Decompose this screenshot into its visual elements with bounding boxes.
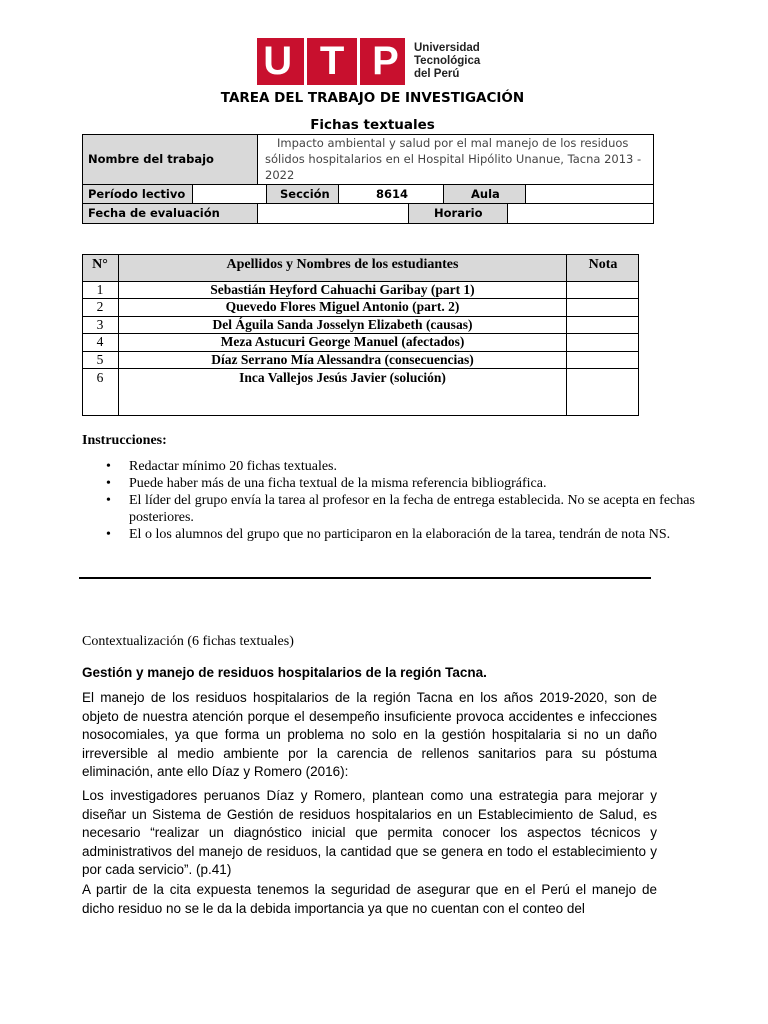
list-item: • El o los alumnos del grupo que no participaron en la elaboración de la tarea, tendrán de nota NS. (129, 526, 706, 543)
section-label: Sección (280, 187, 330, 201)
period-value-cell (192, 184, 267, 204)
section-value: 8614 (376, 187, 409, 201)
work-name-line: Impacto ambiental y salud por el mal manejo de los residuos (277, 136, 629, 150)
schedule-label-cell (408, 203, 508, 224)
row-name: Inca Vallejos Jesús Javier (solución) (239, 370, 446, 385)
section-label-cell (266, 184, 339, 204)
schedule-value-cell (507, 203, 654, 224)
period-label: Período lectivo (88, 187, 186, 201)
work-name-label-cell (82, 134, 258, 185)
row-num: 3 (96, 317, 104, 332)
column-divider (566, 254, 567, 416)
document-subtitle: Fichas textuales (310, 117, 435, 133)
row-num: 6 (96, 370, 104, 385)
row-num: 1 (96, 282, 104, 297)
classroom-label-cell (443, 184, 526, 204)
row-num: 5 (96, 352, 104, 367)
context-heading: Contextualización (6 fichas textuales) (82, 634, 294, 649)
period-label-cell (82, 184, 193, 204)
logo-separator (304, 38, 307, 85)
row-name: Sebastián Heyford Cahuachi Garibay (part 1) (210, 282, 475, 297)
logo-letter-u: U (263, 39, 293, 83)
paragraph: El manejo de los residuos hospitalarios de la región Tacna en los años 2019-2020, son de objeto de nuestra atención porque el desempeño insuficiente provoca accidentes e infecciones nosocomiales, ya que forma un problema no solo en la gestión hospitalaria si no un daño irreversible al medio ambiente por la carencia de rellenos sanitarios para su póstuma eliminación, ante ello Díaz y Romero (2016): (82, 690, 657, 779)
row-num: 4 (96, 334, 104, 349)
logo-separator (357, 38, 360, 85)
classroom-value-cell (525, 184, 654, 204)
eval-date-value-cell (257, 203, 409, 224)
logo-letter-p: P (372, 39, 399, 83)
header-name: Apellidos y Nombres de los estudiantes (226, 257, 459, 272)
list-item: • El líder del grupo envía la tarea al profesor en la fecha de entrega establecida. No se acepta en fechas posteriores. (129, 492, 706, 526)
work-name-line: sólidos hospitalarios en el Hospital Hipólito Unanue, Tacna 2013 - (265, 152, 642, 166)
logo-letter-t: T (319, 39, 345, 83)
section-value-cell (338, 184, 444, 204)
paragraph: A partir de la cita expuesta tenemos la seguridad de asegurar que en el Perú el manejo de dicho residuo no se le da la debida importancia ya que no cuentan con el conteo del (82, 882, 657, 916)
work-name-value-cell (257, 134, 654, 185)
classroom-label: Aula (471, 187, 500, 201)
list-item: • Redactar mínimo 20 fichas textuales. (129, 458, 706, 475)
document-title: TAREA DEL TRABAJO DE INVESTIGACIÓN (220, 90, 525, 106)
instructions-list (82, 458, 706, 543)
work-name-label: Nombre del trabajo (88, 152, 214, 166)
row-num: 2 (96, 299, 104, 314)
eval-date-label: Fecha de evaluación (88, 206, 220, 220)
header-num: N° (92, 257, 108, 272)
logo-text-line: Tecnológica (414, 55, 481, 67)
row-name: Quevedo Flores Miguel Antonio (part. 2) (225, 299, 460, 314)
horizontal-rule (79, 577, 651, 579)
eval-date-label-cell (82, 203, 258, 224)
logo-text (414, 42, 480, 81)
row-name: Meza Astucuri George Manuel (afectados) (220, 334, 465, 349)
schedule-label: Horario (434, 206, 483, 220)
list-item: • Puede haber más de una ficha textual de la misma referencia bibliográfica. (129, 475, 706, 492)
section-title: Gestión y manejo de residuos hospitalarios de la región Tacna. (82, 665, 487, 680)
row-divider (82, 368, 639, 369)
logo-text-line: Universidad (414, 42, 480, 54)
row-name: Díaz Serrano Mía Alessandra (consecuencias) (211, 352, 474, 367)
logo-text-line: del Perú (414, 68, 460, 80)
instructions-title: Instrucciones: (82, 433, 167, 448)
header-grade: Nota (588, 257, 618, 272)
paragraph: Los investigadores peruanos Díaz y Romero, plantean como una estrategia para mejorar y diseñar un Sistema de Gestión de residuos hospitalarios en un Establecimiento de Salud, es necesario “realizar un diagnóstico inicial que permita conocer los aspectos técnicos y administrativos del manejo de residuos, la cantidad que se genera en todo el establecimiento y por cada servicio”. (p.41) (82, 788, 657, 877)
work-name-line: 2022 (265, 168, 295, 182)
utp-logo (257, 38, 405, 85)
row-name: Del Águila Sanda Josselyn Elizabeth (causas) (212, 317, 473, 332)
